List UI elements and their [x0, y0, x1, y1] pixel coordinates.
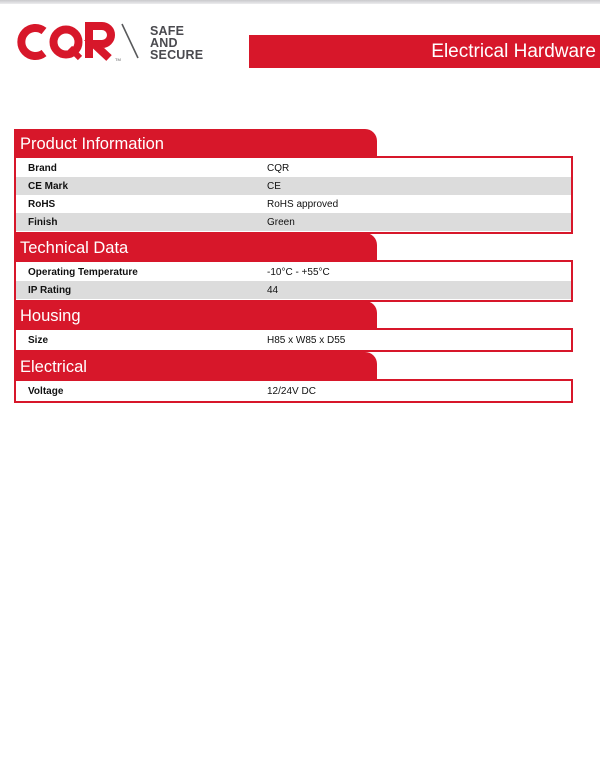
section-technical-data	[14, 233, 573, 302]
table-row	[16, 263, 571, 281]
spec-value: 44	[267, 284, 279, 296]
spec-label: Voltage	[28, 385, 64, 397]
section-housing	[14, 301, 573, 352]
section-product-information	[14, 129, 573, 234]
spec-value: -10°C - +55°C	[267, 266, 330, 278]
category-header: Electrical Hardware	[249, 35, 600, 68]
section-title: Electrical	[14, 352, 377, 381]
spec-label: Finish	[28, 216, 58, 228]
section-title: Housing	[14, 301, 377, 330]
spec-value: CQR	[267, 162, 290, 174]
table-row	[16, 281, 571, 299]
spec-table	[14, 158, 573, 234]
spec-label: Size	[28, 334, 49, 346]
spec-label: CE Mark	[28, 180, 69, 192]
spec-label: IP Rating	[28, 284, 72, 296]
slogan-line: SECURE	[150, 48, 204, 62]
spec-table	[14, 381, 573, 403]
cqr-logo	[14, 22, 214, 66]
brand-slogan	[150, 25, 203, 61]
table-row	[16, 382, 571, 400]
trademark-mark: TM	[115, 57, 121, 62]
spec-label: RoHS	[28, 198, 56, 210]
spec-value: Green	[267, 216, 295, 228]
spec-value: RoHS approved	[267, 198, 339, 210]
spec-label: Brand	[28, 162, 57, 174]
spec-value: CE	[267, 180, 281, 192]
section-title: Technical Data	[14, 233, 377, 262]
cqr-logo-mark	[14, 22, 146, 62]
section-title: Product Information	[14, 129, 377, 158]
spec-value: H85 x W85 x D55	[267, 334, 346, 346]
table-row	[16, 331, 571, 349]
table-row	[16, 195, 571, 213]
spec-table	[14, 330, 573, 352]
slogan-line: AND	[150, 36, 178, 50]
top-divider	[0, 0, 600, 4]
spec-label: Operating Temperature	[28, 266, 138, 278]
table-row	[16, 159, 571, 177]
section-electrical	[14, 352, 573, 403]
spec-table	[14, 262, 573, 302]
table-row	[16, 177, 571, 195]
table-row	[16, 213, 571, 231]
slogan-line: SAFE	[150, 24, 185, 38]
spec-value: 12/24V DC	[267, 385, 316, 397]
